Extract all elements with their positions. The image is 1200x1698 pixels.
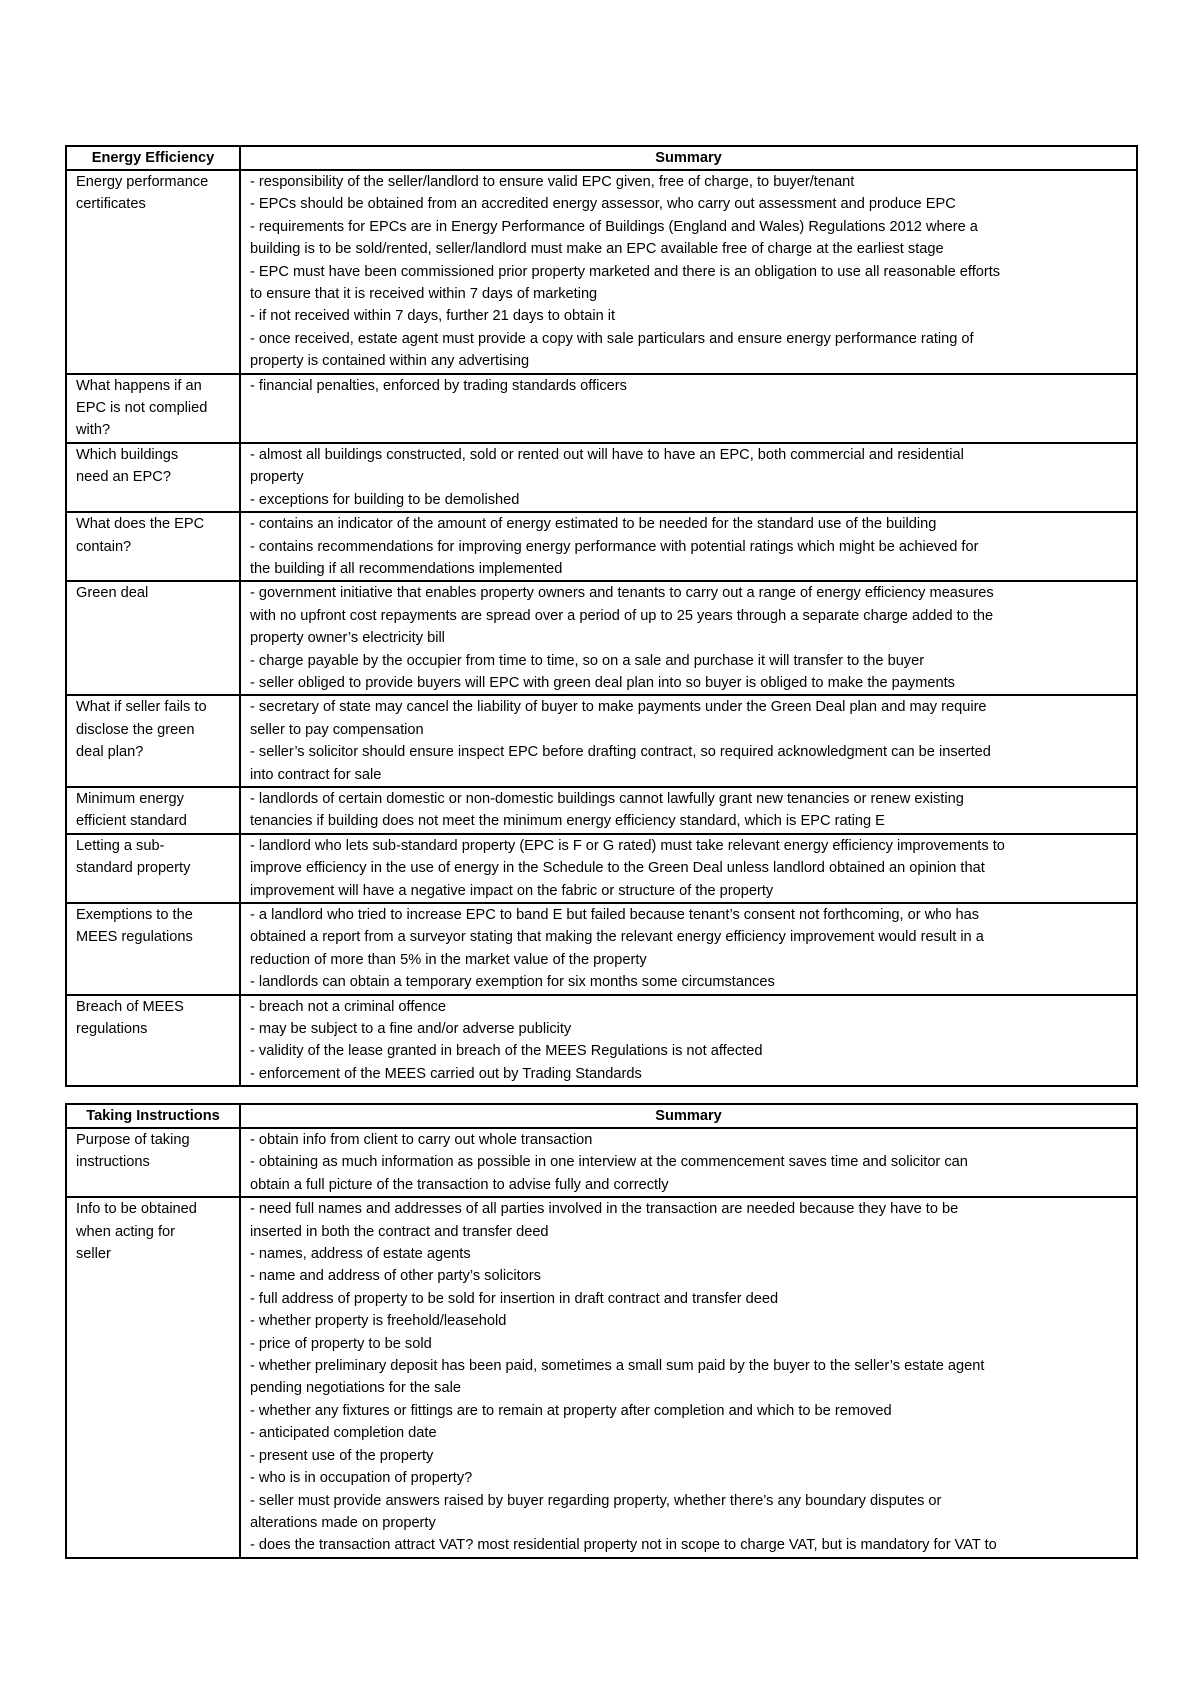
summary-line: - secretary of state may cancel the liability of buyer to make payments under the Green Deal plan and may require [250, 699, 987, 716]
table-row [66, 834, 1137, 903]
summary-line: - contains an indicator of the amount of energy estimated to be needed for the standard use of the building [250, 516, 937, 533]
topic-line: Exemptions to the [76, 907, 193, 923]
summary-line: - who is in occupation of property? [250, 1470, 473, 1487]
row-summary-cell [240, 995, 1137, 1087]
summary-line: - does the transaction attract VAT? most residential property not in scope to charge VAT, but is mandatory for VAT to [250, 1537, 997, 1554]
topic-line: MEES regulations [76, 929, 193, 946]
summary-line: the building if all recommendations implemented [250, 560, 563, 577]
topic-line: Purpose of taking [76, 1132, 190, 1148]
summary-column-header: Summary [240, 1104, 1137, 1128]
summary-line: obtain a full picture of the transaction to advise fully and correctly [250, 1176, 669, 1193]
summary-line: - if not received within 7 days, further 21 days to obtain it [250, 308, 616, 325]
summary-line: property is contained within any advertising [250, 353, 530, 370]
summary-line: building is to be sold/rented, seller/landlord must make an EPC available free of charge at the earliest stage [250, 241, 944, 258]
table-row [66, 695, 1137, 787]
summary-line: with no upfront cost repayments are spread over a period of up to 25 years through a separate charge added to the [250, 607, 994, 624]
row-topic-cell [66, 581, 240, 695]
row-summary-cell [240, 170, 1137, 374]
table-row [66, 443, 1137, 512]
row-topic-cell [66, 834, 240, 903]
topic-line: Green deal [76, 585, 149, 602]
summary-line: obtained a report from a surveyor stating that making the relevant energy efficiency improvement would result in a [250, 929, 984, 946]
topic-line: What if seller fails to [76, 699, 207, 716]
summary-line: - exceptions for building to be demolished [250, 491, 520, 508]
summary-line: - EPC must have been commissioned prior property marketed and there is an obligation to use all reasonable efforts [250, 263, 1001, 280]
summary-line: - requirements for EPCs are in Energy Performance of Buildings (England and Wales) Regulations 2012 where a [250, 218, 978, 235]
row-summary-cell [240, 512, 1137, 581]
table-row [66, 995, 1137, 1087]
table-row [66, 903, 1137, 995]
table-row [66, 1128, 1137, 1197]
summary-line: reduction of more than 5% in the market value of the property [250, 951, 647, 968]
summary-line: - charge payable by the occupier from time to time, so on a sale and purchase it will transfer to the buyer [250, 652, 925, 669]
topic-line: seller [76, 1246, 111, 1263]
summary-line: - contains recommendations for improving energy performance with potential ratings which might be achieved for [250, 538, 979, 555]
topic-line: Energy performance [76, 174, 209, 190]
row-summary-cell [240, 1197, 1137, 1558]
row-summary-cell [240, 834, 1137, 903]
topic-line: disclose the green [76, 721, 195, 738]
summary-line: - anticipated completion date [250, 1425, 437, 1442]
topic-column-header: Taking Instructions [66, 1104, 240, 1128]
table-row [66, 374, 1137, 443]
topic-line: Which buildings [76, 446, 179, 463]
topic-line: need an EPC? [76, 469, 171, 486]
table-header-row [66, 1104, 1137, 1128]
summary-line: alterations made on property [250, 1514, 436, 1531]
summary-line: - may be subject to a fine and/or adverse publicity [250, 1021, 572, 1038]
summary-line: improvement will have a negative impact on the fabric or structure of the property [250, 882, 774, 899]
summary-line: - breach not a criminal offence [250, 998, 447, 1015]
summary-line: - need full names and addresses of all parties involved in the transaction are needed because they have to be [250, 1201, 959, 1218]
topic-line: deal plan? [76, 744, 144, 761]
summary-line: pending negotiations for the sale [250, 1380, 461, 1397]
topic-line: when acting for [76, 1223, 175, 1240]
row-summary-cell [240, 787, 1137, 834]
topic-line: EPC is not complied [76, 400, 208, 417]
summary-line: improve efficiency in the use of energy in the Schedule to the Green Deal unless landlord obtained an opinion that [250, 860, 985, 877]
summary-line: - EPCs should be obtained from an accredited energy assessor, who carry out assessment and produce EPC [250, 196, 956, 213]
summary-line: - seller must provide answers raised by buyer regarding property, whether there’s any boundary disputes or [250, 1492, 942, 1509]
summary-line: - landlord who lets sub-standard property (EPC is F or G rated) must take relevant energy efficiency improvements to [250, 837, 1005, 854]
summary-line: property owner’s electricity bill [250, 630, 445, 647]
row-summary-cell [240, 695, 1137, 787]
table-row [66, 1197, 1137, 1558]
topic-line: efficient standard [76, 813, 187, 830]
row-topic-cell [66, 1197, 240, 1558]
topic-line: standard property [76, 860, 191, 877]
summary-line: - obtaining as much information as possible in one interview at the commencement saves time and solicitor can [250, 1154, 968, 1171]
energy-table-body [66, 170, 1137, 1086]
summary-line: - responsibility of the seller/landlord to ensure valid EPC given, free of charge, to buyer/tenant [250, 174, 855, 190]
summary-line: - price of property to be sold [250, 1335, 432, 1352]
table-header-row [66, 146, 1137, 170]
row-topic-cell [66, 903, 240, 995]
summary-line: - enforcement of the MEES carried out by Trading Standards [250, 1065, 642, 1082]
summary-line: - landlords can obtain a temporary exemption for six months some circumstances [250, 974, 775, 991]
summary-line: into contract for sale [250, 766, 382, 783]
summary-line: - whether property is freehold/leasehold [250, 1313, 507, 1330]
summary-line: inserted in both the contract and transfer deed [250, 1223, 549, 1240]
summary-line: property [250, 469, 304, 486]
topic-line: What happens if an [76, 377, 202, 394]
row-topic-cell [66, 995, 240, 1087]
instructions-table-body [66, 1128, 1137, 1558]
topic-line: Info to be obtained [76, 1201, 197, 1218]
summary-line: - a landlord who tried to increase EPC to band E but failed because tenant’s consent not forthcoming, or who has [250, 907, 980, 923]
row-summary-cell [240, 1128, 1137, 1197]
table-row [66, 581, 1137, 695]
row-topic-cell [66, 1128, 240, 1197]
table-row [66, 787, 1137, 834]
summary-line: - seller’s solicitor should ensure inspect EPC before drafting contract, so required acknowledgment can be inserted [250, 744, 991, 761]
row-topic-cell [66, 512, 240, 581]
taking-instructions-table [65, 1103, 1138, 1559]
topic-column-header: Energy Efficiency [66, 146, 240, 170]
summary-line: tenancies if building does not meet the minimum energy efficiency standard, which is EPC rating E [250, 813, 885, 830]
summary-line: - present use of the property [250, 1447, 434, 1464]
topic-line: What does the EPC [76, 516, 205, 533]
summary-line: - full address of property to be sold for insertion in draft contract and transfer deed [250, 1290, 779, 1307]
topic-line: Minimum energy [76, 790, 184, 807]
topic-line: instructions [76, 1154, 150, 1171]
row-summary-cell [240, 581, 1137, 695]
row-topic-cell [66, 170, 240, 374]
summary-line: - almost all buildings constructed, sold or rented out will have to have an EPC, both commercial and residential [250, 446, 964, 463]
summary-line: - whether preliminary deposit has been paid, sometimes a small sum paid by the buyer to the seller’s estate agent [250, 1358, 985, 1375]
summary-line: - validity of the lease granted in breach of the MEES Regulations is not affected [250, 1043, 763, 1060]
topic-line: contain? [76, 538, 132, 555]
summary-column-header: Summary [240, 146, 1137, 170]
summary-line: - names, address of estate agents [250, 1246, 471, 1263]
table-row [66, 512, 1137, 581]
energy-efficiency-table [65, 145, 1138, 1087]
row-topic-cell [66, 443, 240, 512]
row-topic-cell [66, 374, 240, 443]
summary-line: - name and address of other party’s solicitors [250, 1268, 541, 1285]
row-summary-cell [240, 374, 1137, 443]
summary-line: - obtain info from client to carry out whole transaction [250, 1132, 593, 1148]
summary-line: - landlords of certain domestic or non-domestic buildings cannot lawfully grant new tenancies or renew existing [250, 790, 964, 807]
summary-line: to ensure that it is received within 7 days of marketing [250, 286, 598, 303]
summary-line: - once received, estate agent must provide a copy with sale particulars and ensure energy performance rating of [250, 330, 974, 347]
summary-line: - seller obliged to provide buyers will EPC with green deal plan into so buyer is obliged to make the payments [250, 674, 955, 691]
summary-line: seller to pay compensation [250, 721, 424, 738]
topic-line: regulations [76, 1021, 148, 1038]
row-summary-cell [240, 443, 1137, 512]
topic-line: Letting a sub- [76, 837, 165, 854]
row-summary-cell [240, 903, 1137, 995]
topic-line: certificates [76, 196, 146, 213]
summary-line: - whether any fixtures or fittings are to remain at property after completion and which to be removed [250, 1402, 892, 1419]
summary-line: - financial penalties, enforced by trading standards officers [250, 377, 627, 394]
row-topic-cell [66, 787, 240, 834]
row-topic-cell [66, 695, 240, 787]
table-row [66, 170, 1137, 374]
summary-line: - government initiative that enables property owners and tenants to carry out a range of energy efficiency measures [250, 585, 994, 602]
topic-line: with? [76, 422, 111, 439]
topic-line: Breach of MEES [76, 998, 184, 1015]
